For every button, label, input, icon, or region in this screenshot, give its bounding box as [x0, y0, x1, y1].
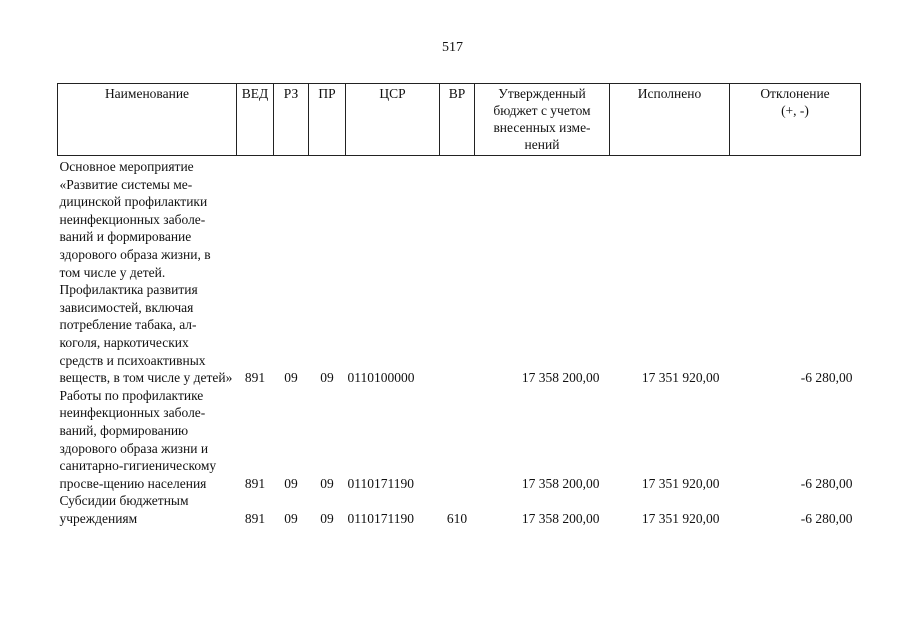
header-pr: ПР: [309, 84, 346, 156]
header-deviation-line: Отклонение: [760, 86, 830, 101]
header-approved-line: Утвержденный: [498, 86, 586, 101]
row-ved: 891: [244, 475, 266, 491]
header-approved-line: бюджет с учетом: [493, 103, 591, 118]
header-executed: Исполнено: [610, 84, 730, 156]
row-pr: 09: [320, 510, 334, 526]
row-approved: 17 358 200,00: [521, 475, 600, 491]
row-approved: 17 358 200,00: [521, 510, 600, 526]
row-rz: 09: [284, 475, 298, 491]
row-rz: 09: [284, 370, 298, 386]
header-approved-line: внесенных изме-: [493, 120, 591, 135]
row-vr: 610: [446, 510, 468, 526]
header-vr: ВР: [440, 84, 475, 156]
row-name: Субсидии бюджетным учреждениям: [59, 493, 189, 526]
row-ved: 891: [244, 370, 266, 386]
header-ved: ВЕД: [237, 84, 274, 156]
row-executed: 17 351 920,00: [641, 475, 720, 491]
row-executed: 17 351 920,00: [641, 510, 720, 526]
row-csr: 0110171190: [347, 510, 414, 526]
header-approved-line: нений: [524, 137, 560, 152]
table-header-row: [58, 84, 861, 156]
row-name: Работы по профилактике неинфекционных заболе-ваний, формированию здорового образа жизни и санитарно-гигиеническому просве-щению населения: [59, 387, 217, 491]
row-name: Основное мероприятие «Развитие системы ме-дицинской профилактики неинфекционных заболе-ваний и формирование здорового образа жизни, в том числе у детей. Профилактика развития зависимостей, включая потребление табака, ал-коголя, наркотических средств и психоактивных веществ, в том числе у детей»: [59, 159, 233, 386]
row-pr: 09: [320, 475, 334, 491]
row-csr: 0110100000: [347, 370, 415, 386]
row-vr: [440, 156, 475, 387]
header-approved: [475, 84, 610, 156]
row-approved: 17 358 200,00: [521, 370, 600, 386]
table-row: [58, 387, 861, 493]
row-deviation: -6 280,00: [800, 475, 853, 491]
header-csr: ЦСР: [346, 84, 440, 156]
table-row: [58, 492, 861, 527]
page-number: 517: [442, 40, 463, 55]
header-rz: РЗ: [274, 84, 309, 156]
row-ved: 891: [244, 510, 266, 526]
header-deviation: [730, 84, 861, 156]
header-deviation-line: (+, -): [781, 103, 809, 118]
row-csr: 0110171190: [347, 475, 414, 491]
table-row: [58, 156, 861, 387]
row-pr: 09: [320, 370, 334, 386]
row-rz: 09: [284, 510, 298, 526]
row-deviation: -6 280,00: [800, 370, 853, 386]
header-name: Наименование: [58, 84, 237, 156]
row-executed: 17 351 920,00: [641, 370, 720, 386]
budget-execution-table: [57, 83, 861, 527]
row-vr: [440, 387, 475, 493]
row-deviation: -6 280,00: [800, 510, 853, 526]
